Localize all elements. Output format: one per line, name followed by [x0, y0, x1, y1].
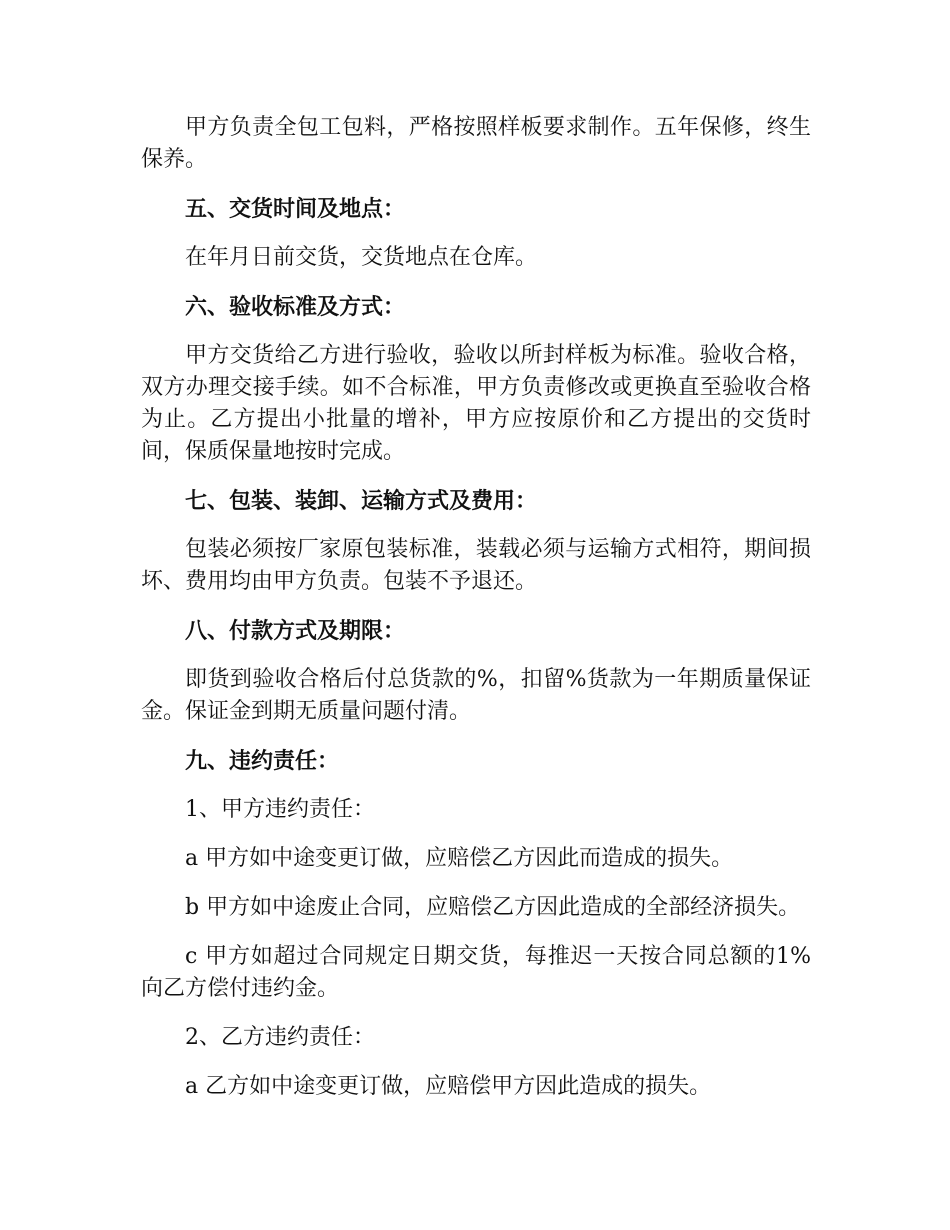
clause-5-heading: 五、交货时间及地点：	[185, 196, 406, 222]
clause-7-body: 包装必须按厂家原包装标准，装载必须与运输方式相符，期间损坏、费用均由甲方负责。包装不予退还。	[141, 537, 811, 594]
party-b-liability-title: 2、乙方违约责任：	[185, 1025, 375, 1050]
clause-5-body: 在年月日前交货，交货地点在仓库。	[185, 245, 538, 270]
party-a-liability-title: 1、甲方违约责任：	[185, 797, 375, 822]
clause-8-heading: 八、付款方式及期限：	[185, 618, 406, 644]
clause-8-body: 即货到验收合格后付总货款的%，扣留%货款为一年期质量保证金。保证金到期无质量问题付清。	[141, 667, 811, 724]
party-b-liability-a: a 乙方如中途变更订做，应赔偿甲方因此造成的损失。	[185, 1074, 712, 1099]
clause-9-heading: 九、违约责任：	[185, 748, 340, 774]
clause-6-body: 甲方交货给乙方进行验收，验收以所封样板为标准。验收合格，双方办理交接手续。如不合标准，甲方负责修改或更换直至验收合格为止。乙方提出小批量的增补，甲方应按原价和乙方提出的交货时间，保质保量地按时完成。	[141, 343, 811, 464]
party-a-liability-b: b 甲方如中途废止合同，应赔偿乙方因此造成的全部经济损失。	[185, 895, 801, 920]
party-a-liability-a: a 甲方如中途变更订做，应赔偿乙方因此而造成的损失。	[185, 846, 734, 871]
party-a-liability-c: c 甲方如超过合同规定日期交货，每推迟一天按合同总额的1%向乙方偿付违约金。	[141, 944, 811, 1001]
clause-7-heading: 七、包装、装卸、运输方式及费用：	[185, 488, 538, 514]
document-page	[141, 112, 811, 1120]
clause-4-body: 甲方负责全包工包料，严格按照样板要求制作。五年保修，终生保养。	[141, 115, 811, 172]
clause-6-heading: 六、验收标准及方式：	[185, 294, 406, 320]
